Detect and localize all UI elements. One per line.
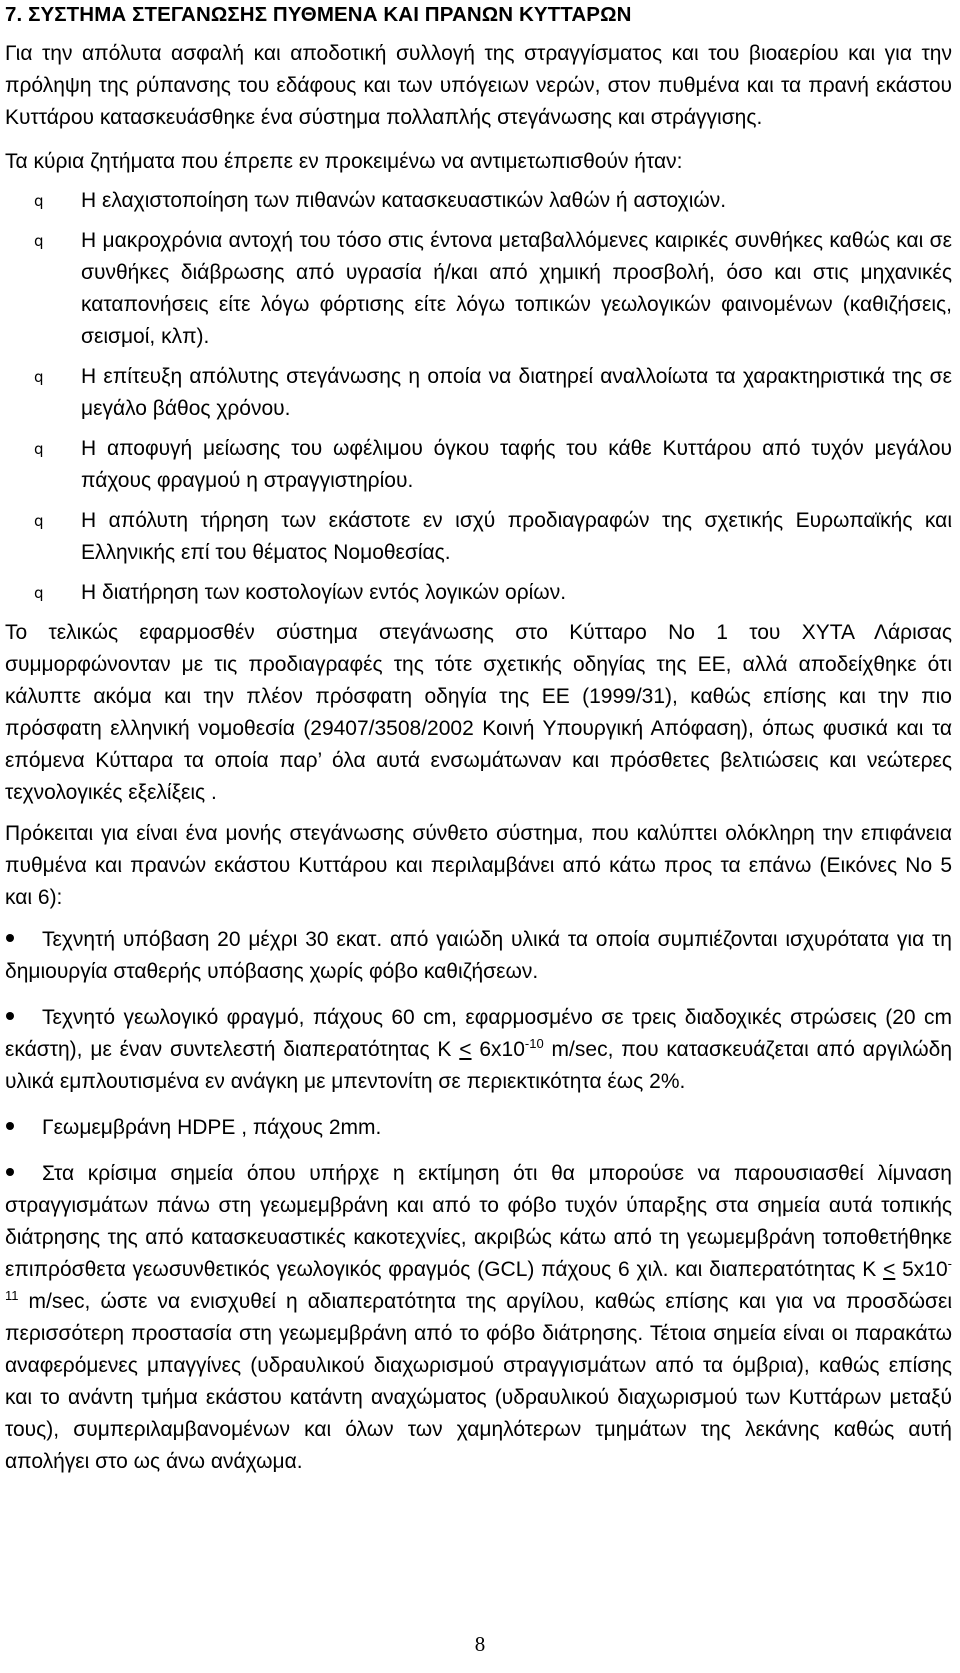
bullet-item-subbase bbox=[5, 924, 952, 988]
issues-list bbox=[5, 185, 952, 609]
list-marker: q bbox=[34, 440, 44, 458]
section-heading: 7. ΣΥΣΤΗΜΑ ΣΤΕΓΑΝΩΣΗΣ ΠΥΘΜΕΝΑ ΚΑΙ ΠΡΑΝΩΝ ΚΥΤΤΑΡΩΝ bbox=[5, 3, 632, 26]
bullet-icon bbox=[6, 1168, 14, 1176]
permeability-exponent: -10 bbox=[524, 1036, 544, 1051]
intro-paragraph: Για την απόλυτα ασφαλή και αποδοτική συλλογή της στραγγίσματος και του βιοαερίου και για την πρόληψη της ρύπανσης του εδάφους και των υπόγειων νερών, στον πυθμένα και τα πρανή εκάστου Κυττάρου κατασκευάσθηκε ένα σύστημα πολλαπλής στεγάνωσης και στράγγισης. bbox=[5, 42, 952, 129]
list-item-text: Η αποφυγή μείωσης του ωφέλιμου όγκου ταφής του κάθε Κυττάρου από τυχόν μεγάλου πάχους φραγμού η στραγγιστηρίου. bbox=[81, 437, 952, 492]
list-item bbox=[5, 361, 952, 425]
bullet-text-continued: m/sec, ώστε να ενισχυθεί η αδιαπερατότητα της αργίλου, καθώς επίσης και για να προσδώσει περισσότερη προστασία στη γεωμεμβράνη από το φόβο διάτρησης. Τέτοια σημεία είναι οι παρακάτω αναφερόμενες μπαγγίνες (υδραυλικού διαχωρισμού στραγγισμάτων από τα όμβρια), καθώς επίσης και το ανάντη τμήμα εκάστου κατάντη αναχώματος (υδραυλικού διαχωρισμού των Κυττάρων μεταξύ τους), συμπεριλαμβανομένων και όλων των χαμηλότερων τμημάτων της λεκάνης καθώς αυτή απολήγει στο ως άνω ανάχωμα. bbox=[5, 1290, 952, 1473]
list-item-text: Η απόλυτη τήρηση των εκάστοτε εν ισχύ προδιαγραφών της σχετικής Ευρωπαϊκής και Ελληνικής επί του θέματος Νομοθεσίας. bbox=[81, 509, 952, 564]
bullet-text: Γεωμεμβράνη HDPE , πάχους 2mm. bbox=[42, 1116, 382, 1139]
list-item bbox=[5, 577, 952, 609]
bullet-item-geological-barrier bbox=[5, 1002, 952, 1098]
list-item-text: Η επίτευξη απόλυτης στεγάνωσης η οποία να διατηρεί αναλλοίωτα τα χαρακτηριστικά της σε μεγάλο βάθος χρόνου. bbox=[81, 365, 952, 420]
page-number: 8 bbox=[474, 1632, 486, 1656]
list-marker: q bbox=[34, 584, 44, 602]
bullet-item-gcl bbox=[5, 1158, 952, 1478]
list-item bbox=[5, 433, 952, 497]
composite-paragraph: Πρόκειται για είναι ένα μονής στεγάνωσης σύνθετο σύστημα, που καλύπτει ολόκληρη την επιφάνεια πυθμένα και πρανών εκάστου Κυττάρου και περιλαμβάνει από κάτω προς τα επάνω (Εικόνες Νο 5 και 6): bbox=[5, 822, 952, 909]
system-paragraph: Το τελικώς εφαρμοσθέν σύστημα στεγάνωσης στο Κύτταρο Νο 1 του ΧΥΤΑ Λάρισας συμμορφώνονταν με τις προδιαγραφές της τότε σχετικής οδηγίας της ΕΕ, αλλά αποδείχθηκε ότι κάλυπτε ακόμα και την πλέον πρόσφατη οδηγία της ΕΕ (1999/31), καθώς επίσης και την πιο πρόσφατη ελληνική νομοθεσία (29407/3508/2002 Κοινή Υπουργική Απόφαση), όπως φυσικά και τα επόμενα Κύτταρα τα οποία παρ’ όλα αυτά ενσωμάτωναν και πρόσθετες βελτιώσεις και νεώτερες τεχνολογικές εξελίξεις . bbox=[5, 621, 952, 804]
list-item-text: Η μακροχρόνια αντοχή του τόσο στις έντονα μεταβαλλόμενες καιρικές συνθήκες καθώς και σε συνθήκες διάβρωσης από υγρασία ή/και από χημική προσβολή, όσο και στις μηχανικές καταπονήσεις είτε λόγω φόρτισης είτε λόγω τοπικών γεωλογικών φαινομένων (καθιζήσεις, σεισμοί, κλπ). bbox=[81, 229, 952, 348]
bullet-icon bbox=[6, 934, 14, 942]
list-item bbox=[5, 225, 952, 353]
bullet-text-continued: m/sec, που κατασκευάζεται από αργιλώδη υλικά εμπλουτισμένα εν ανάγκη με μπεντονίτη σε περιεκτικότητα έως 2%. bbox=[5, 1038, 953, 1093]
permeability-value: 6x10 bbox=[471, 1038, 525, 1061]
less-equal-symbol: < bbox=[459, 1038, 472, 1061]
permeability-value: 5x10 bbox=[895, 1258, 948, 1281]
bullet-item-geomembrane bbox=[5, 1112, 952, 1144]
list-marker: q bbox=[34, 232, 44, 250]
list-item-text: Η διατήρηση των κοστολογίων εντός λογικών ορίων. bbox=[81, 581, 567, 604]
list-item bbox=[5, 505, 952, 569]
list-item bbox=[5, 185, 952, 217]
list-marker: q bbox=[34, 368, 44, 386]
permeability-exponent: -11 bbox=[5, 1256, 952, 1303]
list-item-text: Η ελαχιστοποίηση των πιθανών κατασκευαστικών λαθών ή αστοχιών. bbox=[81, 189, 727, 212]
less-equal-symbol: < bbox=[883, 1258, 896, 1281]
document-page bbox=[5, 0, 952, 1492]
bullet-text: Τεχνητή υπόβαση 20 μέχρι 30 εκατ. από γαιώδη υλικά τα οποία συμπιέζονται ισχυρότατα για τη δημιουργία σταθερής υπόβασης χωρίς φόβο καθιζήσεων. bbox=[5, 928, 952, 983]
bullet-icon bbox=[6, 1122, 14, 1130]
list-marker: q bbox=[34, 192, 44, 210]
bullet-icon bbox=[6, 1012, 14, 1020]
bullet-text: Τεχνητό γεωλογικό φραγμό, πάχους 60 cm, εφαρμοσμένο σε τρεις διαδοχικές στρώσεις (20 cm εκάστη), με έναν συντελεστή διαπερατότητας K bbox=[5, 1006, 952, 1061]
issues-lead-paragraph: Τα κύρια ζητήματα που έπρεπε εν προκειμένω να αντιμετωπισθούν ήταν: bbox=[5, 150, 683, 173]
list-marker: q bbox=[34, 512, 44, 530]
bullet-text: Στα κρίσιμα σημεία όπου υπήρχε η εκτίμηση ότι θα μπορούσε να παρουσιασθεί λίμναση στραγγισμάτων πάνω στη γεωμεμβράνη και από το φόβο τυχόν ύπαρξης στα σημεία αυτά τοπικής διάτρησης της από κατασκευαστικές κακοτεχνίες, ακριβώς κάτω από τη γεωμεμβράνη τοποθετήθηκε επιπρόσθετα γεωσυνθετικός γεωλογικός φραγμός (GCL) πάχους 6 χιλ. και διαπερατότητας K bbox=[5, 1162, 952, 1281]
